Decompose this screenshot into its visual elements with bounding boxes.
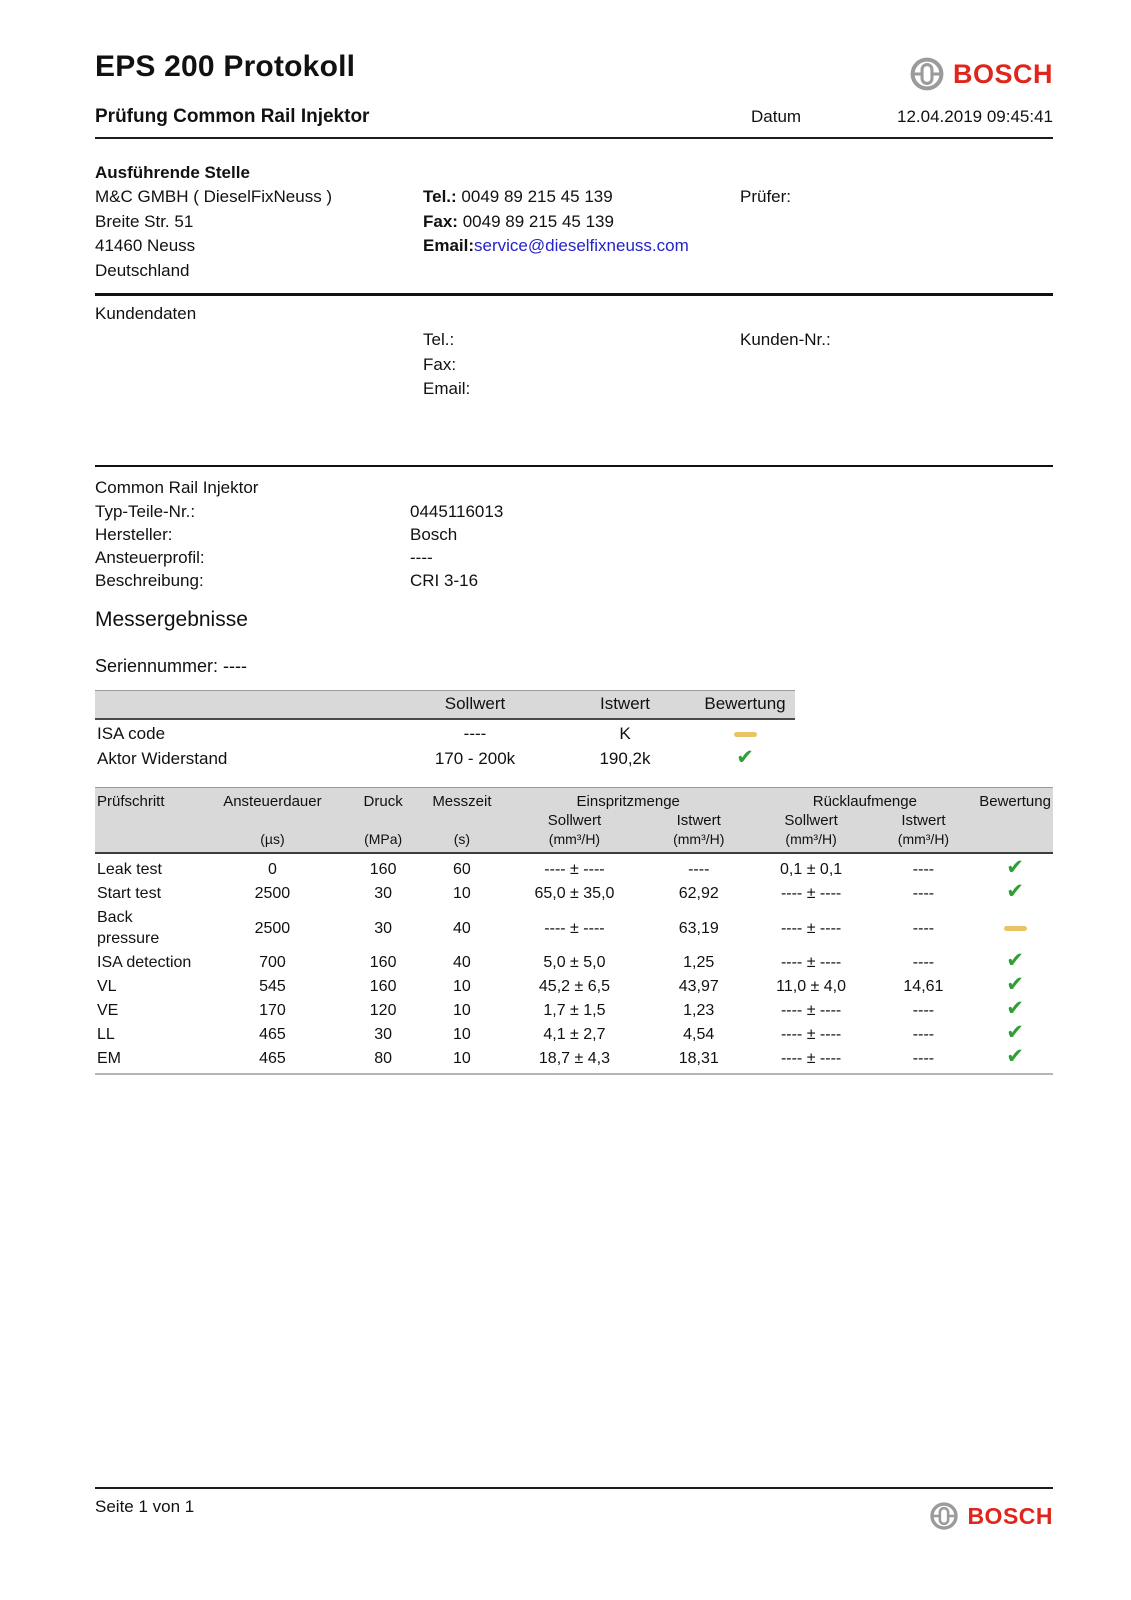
test-ansteuerdauer: 700 <box>259 954 286 971</box>
test-r-soll: ---- ± ---- <box>780 1026 842 1043</box>
test-r-ist: ---- <box>912 885 935 902</box>
customer-email-label: Email: <box>423 379 471 398</box>
status-check-icon <box>736 749 754 769</box>
test-ansteuerdauer: 2500 <box>254 885 291 902</box>
test-results-table <box>95 787 1053 1075</box>
customer-fax-label: Fax: <box>423 354 457 374</box>
status-dash-icon <box>1004 918 1027 939</box>
vendor-tel-label: Tel.: <box>423 187 457 206</box>
test-name: VE <box>97 1002 119 1019</box>
injector-section-title: Common Rail Injektor <box>95 477 259 497</box>
table-row <box>95 719 795 745</box>
test-druck: 120 <box>369 1002 397 1019</box>
test-r-soll: 0,1 ± 0,1 <box>780 861 843 878</box>
divider <box>95 293 1053 296</box>
test-e-ist: 62,92 <box>678 885 719 902</box>
bosch-wordmark: BOSCH <box>967 1502 1053 1529</box>
summary-row-istwert: K <box>619 724 631 743</box>
col-e-istwert: Istwert <box>645 811 753 830</box>
customer-tel-label: Tel.: <box>423 330 455 349</box>
customer-section-title: Kundendaten <box>95 304 197 323</box>
bosch-logo-footer <box>929 1501 1053 1531</box>
vendor-street: Breite Str. 51 <box>95 211 194 231</box>
date-value: 12.04.2019 09:45:41 <box>897 107 1053 126</box>
test-header-row-1 <box>95 788 1053 812</box>
vendor-section-title: Ausführende Stelle <box>95 163 250 182</box>
header <box>95 50 1053 92</box>
unit-mpa: (MPa) <box>346 830 420 853</box>
customer-number-label: Kunden-Nr.: <box>740 330 831 349</box>
col-bewertung: Bewertung <box>977 788 1053 812</box>
vendor-email-link[interactable]: service@dieselfixneuss.com <box>474 236 689 255</box>
unit-mm3h: (mm³/H) <box>504 830 645 853</box>
page-subtitle: Prüfung Common Rail Injektor <box>95 106 370 127</box>
test-e-soll: ---- ± ---- <box>544 861 605 878</box>
test-name: Start test <box>97 885 162 902</box>
summary-row-label: Aktor Widerstand <box>97 749 228 768</box>
col-ruecklaufmenge: Rücklaufmenge <box>753 788 978 812</box>
test-messzeit: 60 <box>453 861 471 878</box>
test-druck: 30 <box>374 1026 393 1043</box>
vendor-section <box>95 163 1053 296</box>
table-row <box>95 998 1053 1022</box>
injector-value: 0445116013 <box>410 502 504 521</box>
status-check-icon <box>1006 952 1024 973</box>
col-r-istwert: Istwert <box>870 811 978 830</box>
vendor-tel-value: 0049 89 215 45 139 <box>461 187 613 206</box>
test-e-ist: ---- <box>688 861 710 878</box>
vendor-fax-label: Fax: <box>423 211 458 231</box>
test-messzeit: 10 <box>453 885 471 902</box>
test-messzeit: 10 <box>453 1002 471 1019</box>
test-e-ist: 4,54 <box>683 1026 715 1043</box>
test-r-soll: 11,0 ± 4,0 <box>776 978 847 995</box>
test-messzeit: 40 <box>453 954 471 971</box>
test-r-ist: ---- <box>912 954 935 971</box>
test-messzeit: 10 <box>453 978 471 995</box>
test-name: LL <box>97 1026 115 1043</box>
examiner-label: Prüfer: <box>740 187 792 206</box>
unit-mm3h: (mm³/H) <box>753 830 870 853</box>
test-name: EM <box>95 1046 198 1074</box>
test-header-row-2 <box>95 811 1053 830</box>
footer <box>95 1487 1053 1531</box>
test-name: Back pressure <box>97 909 160 947</box>
table-row <box>95 745 795 770</box>
test-ansteuerdauer: 545 <box>259 978 286 995</box>
customer-contact <box>423 328 740 402</box>
test-messzeit: 40 <box>453 919 471 937</box>
unit-mm3h: (mm³/H) <box>870 830 978 853</box>
test-name: ISA detection <box>97 954 192 971</box>
table-row <box>95 881 1053 905</box>
injector-value: CRI 3-16 <box>410 571 479 590</box>
test-header-row-units <box>95 830 1053 853</box>
test-druck: 160 <box>369 978 397 995</box>
test-r-soll: ---- ± ---- <box>780 1002 842 1019</box>
summary-row-istwert: 190,2k <box>599 749 651 768</box>
table-row <box>95 974 1053 998</box>
col-r-sollwert: Sollwert <box>753 811 870 830</box>
col-druck: Druck <box>346 788 420 812</box>
header-subrow <box>95 106 1053 139</box>
summary-table <box>95 690 795 770</box>
bosch-anchor-icon <box>909 56 945 92</box>
test-e-soll: 65,0 ± 35,0 <box>534 885 615 902</box>
vendor-city: 41460 Neuss <box>95 236 196 255</box>
unit-s: (s) <box>420 830 504 853</box>
test-messzeit: 10 <box>420 1046 504 1074</box>
test-r-ist: ---- <box>912 1026 935 1043</box>
col-pruefschritt: Prüfschritt <box>95 788 198 812</box>
serial-number-line: Seriennummer: ---- <box>95 656 248 676</box>
test-r-ist: 14,61 <box>903 978 944 995</box>
page-title: EPS 200 Protokoll <box>95 50 356 83</box>
vendor-address <box>95 185 423 283</box>
col-messzeit: Messzeit <box>420 788 504 812</box>
table-row <box>95 1046 1053 1074</box>
test-name: VL <box>97 978 117 995</box>
results-heading: Messergebnisse <box>95 608 248 631</box>
summary-header-row <box>95 691 795 720</box>
status-check-icon <box>1006 1048 1024 1069</box>
test-e-soll: 45,2 ± 6,5 <box>538 978 610 995</box>
test-r-ist: ---- <box>912 861 935 878</box>
test-e-ist: 63,19 <box>678 919 719 937</box>
customer-section <box>95 304 1053 467</box>
col-ansteuerdauer: Ansteuerdauer <box>198 788 346 812</box>
col-e-sollwert: Sollwert <box>504 811 645 830</box>
test-e-ist: 1,25 <box>683 954 715 971</box>
status-check-icon <box>1006 1000 1024 1021</box>
col-einspritzmenge: Einspritzmenge <box>504 788 753 812</box>
test-ansteuerdauer: 465 <box>198 1046 346 1074</box>
test-r-ist: ---- <box>912 1002 935 1019</box>
injector-label: Typ-Teile-Nr.: <box>95 502 196 521</box>
status-check-icon <box>1006 859 1024 880</box>
bosch-anchor-icon <box>929 1501 959 1531</box>
test-ansteuerdauer: 465 <box>259 1026 286 1043</box>
test-r-soll: ---- ± ---- <box>780 954 842 971</box>
injector-value: ---- <box>410 548 433 567</box>
summary-row-label: ISA code <box>97 724 166 743</box>
injector-label: Beschreibung: <box>95 571 204 590</box>
test-name: Leak test <box>97 861 162 878</box>
test-e-ist: 18,31 <box>645 1046 753 1074</box>
vendor-fax-value: 0049 89 215 45 139 <box>462 211 614 231</box>
test-r-ist: ---- <box>870 1046 978 1074</box>
test-e-soll: 5,0 ± 5,0 <box>543 954 606 971</box>
table-row <box>95 905 1053 950</box>
unit-us: (µs) <box>198 830 346 853</box>
test-ansteuerdauer: 170 <box>259 1002 286 1019</box>
test-r-ist: ---- <box>912 919 935 937</box>
injector-value: Bosch <box>410 525 458 544</box>
vendor-email-label: Email: <box>423 236 475 255</box>
test-druck: 160 <box>369 954 397 971</box>
table-row <box>95 1022 1053 1046</box>
injector-section <box>95 476 1053 593</box>
test-r-soll: ---- ± ---- <box>780 919 842 937</box>
test-r-soll: ---- ± ---- <box>780 885 842 902</box>
test-ansteuerdauer: 0 <box>267 861 277 878</box>
test-e-ist: 43,97 <box>678 978 719 995</box>
test-druck: 30 <box>374 885 393 902</box>
table-row <box>95 950 1053 974</box>
test-ansteuerdauer: 2500 <box>254 919 291 937</box>
test-e-ist: 1,23 <box>683 1002 715 1019</box>
status-dash-icon <box>734 724 757 744</box>
summary-row-sollwert: 170 - 200k <box>434 749 516 768</box>
bosch-logo <box>909 56 1053 92</box>
test-e-soll: 1,7 ± 1,5 <box>543 1002 606 1019</box>
vendor-contact <box>423 185 740 283</box>
page-number: Seite 1 von 1 <box>95 1497 195 1516</box>
status-check-icon <box>1006 976 1024 997</box>
test-druck: 160 <box>369 861 397 878</box>
test-druck: 30 <box>374 919 393 937</box>
date-label: Datum <box>751 107 802 126</box>
test-e-soll: ---- ± ---- <box>544 919 605 937</box>
vendor-country: Deutschland <box>95 260 190 280</box>
status-check-icon <box>1006 1024 1024 1045</box>
summary-col-bewertung: Bewertung <box>695 691 795 720</box>
summary-row-sollwert: ---- <box>463 724 487 743</box>
divider <box>95 465 1053 467</box>
test-druck: 80 <box>346 1046 420 1074</box>
vendor-name: M&C GMBH ( DieselFixNeuss ) <box>95 187 333 206</box>
test-messzeit: 10 <box>453 1026 471 1043</box>
test-e-soll: 4,1 ± 2,7 <box>543 1026 606 1043</box>
test-r-soll: ---- ± ---- <box>753 1046 870 1074</box>
unit-mm3h: (mm³/H) <box>645 830 753 853</box>
bosch-wordmark: BOSCH <box>952 58 1053 89</box>
table-row <box>95 853 1053 881</box>
test-e-soll: 18,7 ± 4,3 <box>504 1046 645 1074</box>
injector-label: Ansteuerprofil: <box>95 548 205 567</box>
summary-col-istwert: Istwert <box>555 691 695 720</box>
status-check-icon <box>1006 883 1024 904</box>
summary-col-sollwert: Sollwert <box>395 691 555 720</box>
injector-label: Hersteller: <box>95 525 173 544</box>
